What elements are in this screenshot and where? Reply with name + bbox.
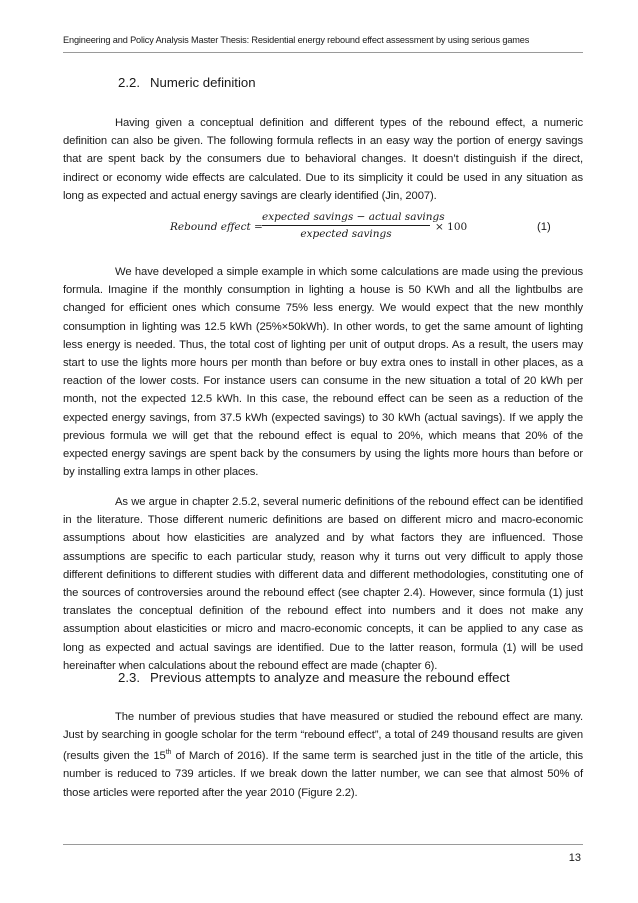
footer-divider	[63, 844, 583, 845]
paragraph-example: We have developed a simple example in which some calculations are made using the previous formula. Imagine if the monthly consumption in lighting a house is 50 KWh and all the lightbulbs are changed for efficient ones which consume 75% less energy. We would expect that the new monthly consumption in lighting was 12.5 kWh (25%×50kWh). In other words, to get the same amount of lighting less energy is needed. Thus, the total cost of lighting per unit of output drops. As a result, the users may start to use the lights more hours per month than before or buy extra ones to install in other places, as a reaction of the lower costs. For instance users can consume in the new situation a total of 20 kWh per month, not the expected 12.5 kWh. In this case, the rebound effect can be seen as a reduction of the expected energy savings, from 37.5 kWh (expected savings) to 30 kWh (actual savings). If we apply the previous formula we will get that the rebound effect is equal to 20%, which means that 20% of the expected energy savings are spent back by the consumers by using the lights more hours than before or by installing extra lamps in other places.	[63, 266, 583, 479]
equation-number: (1)	[537, 221, 551, 233]
section-title: Numeric definition	[150, 75, 256, 90]
running-head: Engineering and Policy Analysis Master Thesis: Residential energy rebound effect assessment by using serious games	[63, 35, 530, 45]
ordinal-suffix: th	[165, 749, 172, 757]
section-title: Previous attempts to analyze and measure the rebound effect	[150, 670, 510, 685]
rebound-formula	[170, 211, 590, 245]
section-number: 2.3.	[118, 670, 140, 685]
section-heading-2-2	[118, 75, 256, 90]
page-number: 13	[568, 852, 581, 864]
formula-lhs: Rebound effect =	[170, 221, 263, 233]
section-number: 2.2.	[118, 75, 140, 90]
paragraph-previous-studies	[63, 708, 583, 802]
formula-numerator: expected savings − actual savings	[262, 211, 430, 226]
formula-denominator: expected savings	[300, 228, 392, 240]
formula-fraction	[262, 211, 445, 240]
previous-studies-text-continued: of March of 2016). If the same term is searched just in the title of the article, this number is reduced to 739 articles. If we break down the latter number, we can see that almost 50% of those articles were reported after the year 2010 (Figure 2.2).	[63, 750, 583, 799]
paragraph-numeric-definition: Having given a conceptual definition and different types of the rebound effect, a numeric definition can also be given. The following formula reflects in an easy way the portion of energy savings that are spent back by the consumers due to behavioral changes. It doesn’t distinguish if the direct, indirect or economy wide effects are calculated. Due to its simplicity it could be used in any situation as long as expected and actual energy savings are clearly identified (Jin, 2007).	[63, 117, 583, 202]
section-heading-2-3	[118, 670, 510, 685]
previous-studies-text: The number of previous studies that have measured or studied the rebound effect are many. Just by searching in google scholar for the term “rebound effect”, a total of 249 thousand results are given (results given the 15	[63, 711, 583, 763]
paragraph-literature-definitions: As we argue in chapter 2.5.2, several numeric definitions of the rebound effect can be identified in the literature. Those different numeric definitions are based on different micro and macro-economic assumptions about how elasticities are analyzed and by what factors they are influenced. Those assumptions are specific to each particular study, reason why it turns out very difficult to apply those different definitions to different studies with different data and different methodologies, constituting one of the sources of controversies around the rebound effect (see chapter 2.4). However, since formula (1) just translates the conceptual definition of the rebound effect into numbers and it does not make any assumption about elasticities or micro and macro-economic concepts, it can be applied to any case as long as expected and actual savings are identified. Due to the latter reason, formula (1) will be used hereinafter when calculations about the rebound effect are made (chapter 6).	[63, 496, 583, 672]
header-divider	[63, 52, 583, 53]
formula-multiplier: × 100	[435, 221, 468, 233]
